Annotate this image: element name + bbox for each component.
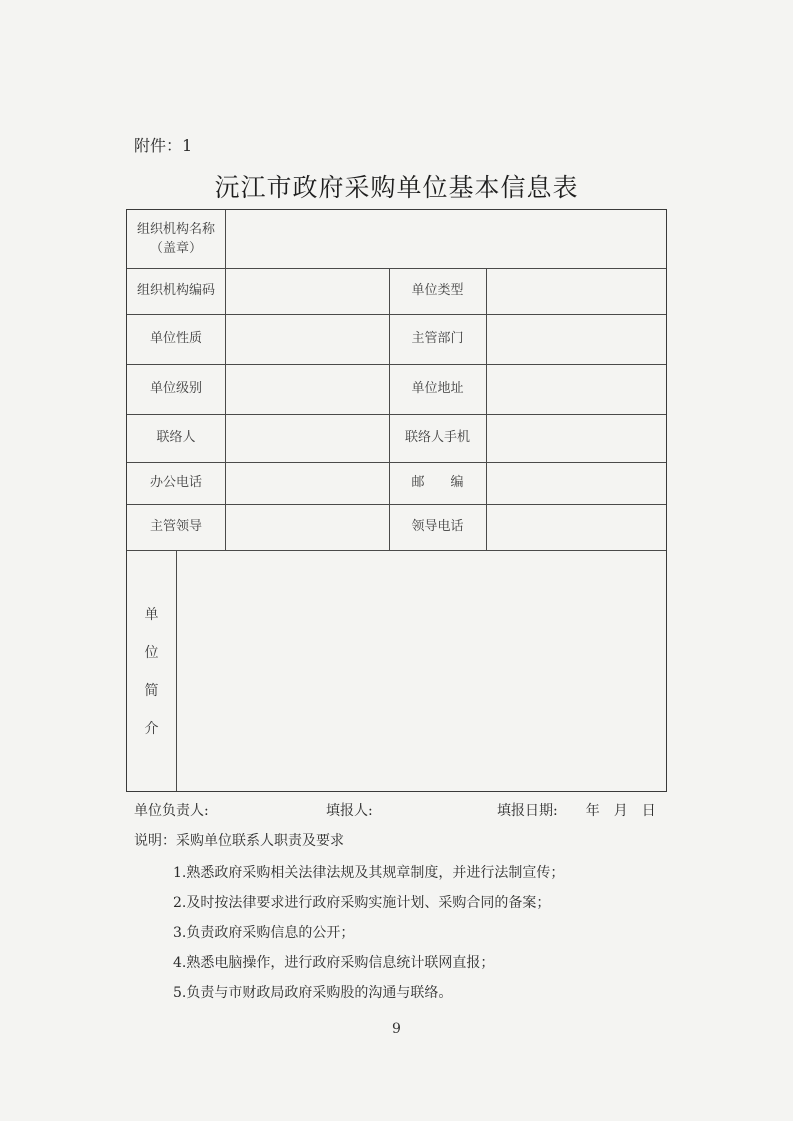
contact-mobile-label: 联络人手机	[404, 430, 470, 446]
unit-nature-label: 单位性质	[149, 331, 202, 347]
leader-phone-label: 领导电话	[411, 519, 464, 535]
unit-type-label: 单位类型	[411, 283, 464, 299]
office-phone-label: 办公电话	[149, 475, 202, 491]
org-name-text: 组织机构名称	[136, 221, 215, 237]
unit-leader-field: 单位负责人:	[134, 803, 209, 819]
note-item: 1.熟悉政府采购相关法律法规及其规章制度，并进行法制宣传；	[173, 865, 565, 881]
table-rule	[176, 550, 177, 791]
supervisor-dept-label: 主管部门	[411, 331, 464, 347]
table-rule	[225, 210, 226, 550]
org-code-label: 组织机构编码	[136, 283, 215, 299]
fill-date-field: 填报日期: 年 月 日	[497, 803, 656, 819]
table-rule	[127, 550, 666, 551]
intro-char: 单	[144, 607, 159, 623]
notes-title: 说明：采购单位联系人职责及要求	[134, 833, 344, 849]
note-item: 3.负责政府采购信息的公开；	[173, 925, 355, 941]
attachment-label: 附件：1	[134, 136, 193, 155]
filler-field: 填报人:	[326, 803, 373, 819]
note-item: 2.及时按法律要求进行政府采购实施计划、采购合同的备案；	[173, 895, 551, 911]
form-title: 沅江市政府采购单位基本信息表	[214, 173, 579, 202]
unit-level-label: 单位级别	[149, 381, 202, 397]
org-name-label	[127, 210, 225, 268]
unit-address-label: 单位地址	[411, 381, 464, 397]
contact-label: 联络人	[156, 430, 196, 446]
intro-char: 介	[144, 721, 159, 737]
unit-intro-label	[127, 550, 176, 792]
org-name-note: （盖章）	[149, 241, 202, 256]
leader-label: 主管领导	[149, 519, 202, 535]
page-number: 9	[392, 1021, 401, 1037]
table-rule	[486, 268, 487, 550]
info-table	[126, 209, 667, 792]
intro-char: 位	[144, 645, 159, 661]
postcode-label: 邮 编	[411, 475, 464, 491]
note-item: 5.负责与市财政局政府采购股的沟通与联络。	[173, 985, 453, 1001]
intro-char: 简	[144, 683, 159, 699]
note-item: 4.熟悉电脑操作，进行政府采购信息统计联网直报；	[173, 955, 495, 971]
